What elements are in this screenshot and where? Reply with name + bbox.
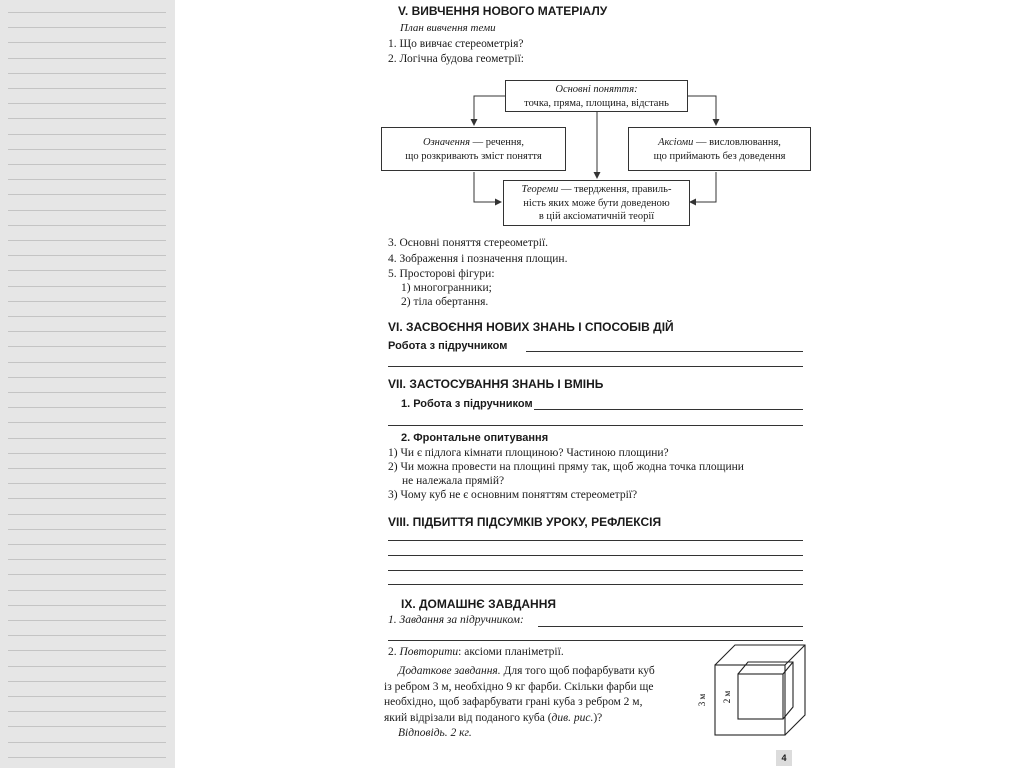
definitions-term: Означення xyxy=(422,137,470,148)
margin-ruled-line xyxy=(8,377,166,378)
margin-ruled-line xyxy=(8,88,166,89)
answer-line xyxy=(538,626,803,627)
margin-ruled-line xyxy=(8,742,166,743)
margin-ruled-line xyxy=(8,514,166,515)
plan-title: План вивчення теми xyxy=(400,22,496,34)
margin-ruled-line xyxy=(8,118,166,119)
margin-ruled-line xyxy=(8,225,166,226)
theorems-desc-1: — твердження, правиль- xyxy=(558,184,672,195)
theorems-desc-3: в цій аксіоматичній теорії xyxy=(538,211,655,222)
plan-item-1: 1. Що вивчає стереометрія? xyxy=(388,38,524,50)
extra-task-line-4-end: )? xyxy=(593,711,603,724)
margin-ruled-line xyxy=(8,194,166,195)
plan-item-3: 3. Основні поняття стереометрії. xyxy=(388,237,549,249)
see-figure-note: див. рис. xyxy=(551,711,594,724)
page-number: 4 xyxy=(776,750,792,766)
question-1: 1) Чи є підлога кімнати площиною? Частиною площини? xyxy=(388,447,669,459)
margin-ruled-line xyxy=(8,27,166,28)
section-6-heading: VI. ЗАСВОЄННЯ НОВИХ ЗНАНЬ І СПОСОБІВ ДІЙ xyxy=(388,320,674,334)
extra-task-line-2: із ребром 3 м, необхідно 9 кг фарби. Скільки фарби ще xyxy=(384,680,654,693)
definitions-desc-2: що розкривають зміст поняття xyxy=(405,151,542,162)
margin-ruled-line xyxy=(8,42,166,43)
plan-item-5: 5. Просторові фігури: xyxy=(388,268,495,280)
margin-ruled-line xyxy=(8,438,166,439)
margin-ruled-line xyxy=(8,270,166,271)
diagram-theorems-box xyxy=(503,180,690,226)
outer-edge-label: 3 м xyxy=(697,693,707,707)
inner-cube-front-face xyxy=(738,674,783,719)
theorems-desc-2: ність яких може бути доведеною xyxy=(523,197,670,209)
margin-ruled-line xyxy=(8,620,166,621)
axioms-term: Аксіоми xyxy=(658,137,694,148)
homework-task-1: 1. Завдання за підручником: xyxy=(388,614,524,626)
basic-concepts-list: точка, пряма, площина, відстань xyxy=(524,98,669,109)
margin-ruled-line xyxy=(8,605,166,606)
section-7-heading: VII. ЗАСТОСУВАННЯ ЗНАНЬ І ВМІНЬ xyxy=(388,377,604,391)
section-8-heading: VIII. ПІДБИТТЯ ПІДСУМКІВ УРОКУ, РЕФЛЕКСІЯ xyxy=(388,515,662,529)
answer-line xyxy=(388,540,803,541)
margin-ruled-line xyxy=(8,73,166,74)
homework-task-2 xyxy=(388,646,564,658)
margin-ruled-line xyxy=(8,255,166,256)
margin-ruled-line xyxy=(8,422,166,423)
margin-ruled-line xyxy=(8,286,166,287)
margin-ruled-line xyxy=(8,346,166,347)
diagram-definitions-box xyxy=(381,127,566,171)
extra-task-label: Додаткове завдання. xyxy=(398,665,501,677)
margin-ruled-line xyxy=(8,12,166,13)
margin-ruled-line xyxy=(8,210,166,211)
margin-ruled-line xyxy=(8,134,166,135)
margin-ruled-line xyxy=(8,711,166,712)
section-9-heading: IX. ДОМАШНЄ ЗАВДАННЯ xyxy=(401,597,557,611)
extra-task-line-1: Для того щоб пофарбувати куб xyxy=(500,665,655,677)
basic-concepts-title: Основні поняття: xyxy=(555,84,638,95)
section-7-textbook-label: 1. Робота з підручником xyxy=(401,398,533,410)
margin-ruled-line xyxy=(8,392,166,393)
margin-ruled-line xyxy=(8,574,166,575)
plan-item-4: 4. Зображення і позначення площин. xyxy=(388,253,568,265)
task-2-number: 2. xyxy=(388,646,400,658)
margin-ruled-line xyxy=(8,590,166,591)
axioms-desc-1: — висловлювання, xyxy=(693,137,781,148)
margin-ruled-line xyxy=(8,757,166,758)
answer-line xyxy=(388,425,803,426)
margin-ruled-line xyxy=(8,362,166,363)
margin-ruled-line xyxy=(8,468,166,469)
task-2-text: : аксіоми планіметрії. xyxy=(458,646,564,658)
answer-line xyxy=(388,570,803,571)
arrow-definitions-to-theorems xyxy=(474,172,501,202)
margin-ruled-line xyxy=(8,149,166,150)
margin-ruled-line xyxy=(8,559,166,560)
cube-figure xyxy=(694,640,824,760)
margin-ruled-line xyxy=(8,407,166,408)
section-5-heading: V. ВИВЧЕННЯ НОВОГО МАТЕРІАЛУ xyxy=(398,4,608,18)
margin-ruled-line xyxy=(8,635,166,636)
plan-subitem-2: 2) тіла обертання. xyxy=(401,296,489,308)
margin-ruled-line xyxy=(8,164,166,165)
extra-task-paragraph xyxy=(384,664,694,742)
extra-task-line-4: який відрізали від поданого куба ( xyxy=(384,711,552,724)
answer-line xyxy=(388,555,803,556)
answer-value: 2 кг. xyxy=(447,727,472,739)
margin-ruled-line xyxy=(8,529,166,530)
margin-ruled-line xyxy=(8,103,166,104)
answer-line xyxy=(534,409,803,410)
margin-ruled-line xyxy=(8,331,166,332)
question-2-cont: не належала прямій? xyxy=(402,475,505,487)
answer-line xyxy=(388,584,803,585)
diagram-axioms-box xyxy=(628,127,811,171)
margin-ruled-line xyxy=(8,696,166,697)
margin-ruled-line xyxy=(8,544,166,545)
section-6-textbook-label: Робота з підручником xyxy=(388,340,508,352)
margin-ruled-line xyxy=(8,453,166,454)
margin-ruled-line xyxy=(8,240,166,241)
theorems-term: Теореми xyxy=(521,184,559,195)
definitions-desc-1: — речення, xyxy=(469,137,524,148)
margin-ruled-line xyxy=(8,179,166,180)
margin-ruled-line xyxy=(8,301,166,302)
frontal-questions-title: 2. Фронтальне опитування xyxy=(401,432,549,444)
margin-ruled-line xyxy=(8,483,166,484)
plan-item-2: 2. Логічна будова геометрії: xyxy=(388,53,524,65)
plan-subitem-1: 1) многогранники; xyxy=(401,282,492,294)
answer-label: Відповідь. xyxy=(398,727,448,739)
margin-ruled-line xyxy=(8,498,166,499)
margin-ruled-line xyxy=(8,681,166,682)
inner-edge-label: 2 м xyxy=(722,690,732,704)
margin-ruled-line xyxy=(8,650,166,651)
answer-line xyxy=(526,351,803,352)
margin-ruled-line xyxy=(8,726,166,727)
margin-ruled-line xyxy=(8,58,166,59)
arrow-axioms-to-theorems xyxy=(690,172,716,202)
diagram-basic-concepts-box xyxy=(505,80,688,112)
margin-notes-column xyxy=(0,0,175,768)
question-2: 2) Чи можна провести на площині пряму так, щоб жодна точка площини xyxy=(388,461,744,473)
arrow-to-axioms xyxy=(688,96,716,125)
extra-task-line-3: необхідно, щоб зафарбувати грані куба з ребром 2 м, xyxy=(384,696,643,708)
document-page xyxy=(188,0,830,768)
axioms-desc-2: що приймають без доведення xyxy=(653,151,786,162)
question-3: 3) Чому куб не є основним поняттям стереометрії? xyxy=(388,489,638,501)
margin-ruled-line xyxy=(8,316,166,317)
answer-line xyxy=(388,366,803,367)
margin-ruled-line xyxy=(8,666,166,667)
task-2-repeat: Повторити xyxy=(399,646,459,658)
arrow-to-definitions xyxy=(474,96,505,125)
